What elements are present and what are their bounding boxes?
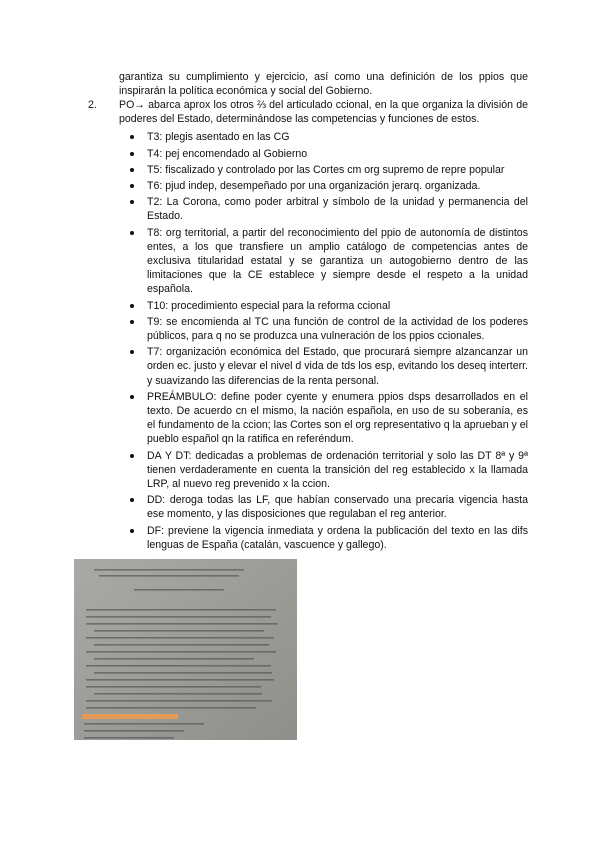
printed-line xyxy=(86,616,271,618)
bullet-text: T10: procedimiento especial para la reforma ccional xyxy=(147,299,391,312)
bullet-text: DF: previene la vigencia inmediata y ordena la publicación del texto en las difs lenguas de España (catalán, vascuence y gallego). xyxy=(147,524,528,551)
printed-line xyxy=(86,665,271,667)
bullet-text: T8: org territorial, a partir del reconocimiento del ppio de autonomía de distintos entes, a los que transfiere un amplio catálogo de competencias antes de exclusiva titularidad estatal y se garantiza un autogobierno dentro de las limitaciones que la CE establece y siempre desde el respeto a la unidad española. xyxy=(147,226,528,296)
bullet-text: T5: fiscalizado y controlado por las Cortes cm org supremo de repre popular xyxy=(147,163,505,176)
bullet-dot-icon xyxy=(130,320,134,324)
paper-background xyxy=(74,559,297,740)
printed-line xyxy=(86,609,276,611)
bullet-item xyxy=(119,299,528,313)
bullet-item xyxy=(119,524,528,552)
printed-line xyxy=(94,693,262,695)
printed-line xyxy=(134,589,224,591)
book-page-photo xyxy=(74,559,297,740)
bullet-dot-icon xyxy=(130,168,134,172)
printed-line xyxy=(94,630,264,632)
printed-line xyxy=(86,707,256,709)
bullet-item xyxy=(119,493,528,521)
bullet-text: DD: deroga todas las LF, que habían conservado una precaria vigencia hasta ese momento, y las disposiciones que regulaban el reg anterior. xyxy=(147,494,528,521)
bullet-dot-icon xyxy=(130,135,134,139)
bullet-text: T4: pej encomendado al Gobierno xyxy=(147,147,308,160)
printed-line xyxy=(86,686,261,688)
bullet-item xyxy=(119,147,528,161)
bullet-item xyxy=(119,345,528,388)
highlighter-mark xyxy=(82,714,178,719)
bullet-dot-icon xyxy=(130,304,134,308)
bullet-dot-icon xyxy=(130,184,134,188)
bullet-item xyxy=(119,390,528,447)
printed-line xyxy=(86,700,272,702)
photo-of-book-index xyxy=(74,559,297,740)
printed-line xyxy=(94,644,269,646)
list-item-text: PO→ abarca aprox los otros ⅔ del articulado ccional, en la que organiza la división de poderes del Estado, determinándose las competencias y funciones de estos. xyxy=(119,99,528,126)
printed-line xyxy=(84,737,174,739)
printed-line xyxy=(86,679,274,681)
printed-line xyxy=(94,658,254,660)
printed-line xyxy=(86,637,274,639)
bullet-item xyxy=(119,179,528,193)
printed-line xyxy=(94,569,244,571)
bullet-dot-icon xyxy=(130,529,134,533)
bullet-item xyxy=(119,315,528,343)
bullet-item xyxy=(119,226,528,297)
bullet-dot-icon xyxy=(130,231,134,235)
printed-line xyxy=(99,575,239,577)
bullet-dot-icon xyxy=(130,350,134,354)
bullet-text: T2: La Corona, como poder arbitral y símbolo de la unidad y permanencia del Estado. xyxy=(147,196,528,223)
bullet-text: PREÁMBULO: define poder cyente y enumera ppios dsps desarrollados en el texto. De acuerdo cn el mismo, la nación española, en uso de su soberanía, es el fundamento de la ccion; las Cortes son el org representativo q la aprueban y el pueblo español qn la ratifica en referéndum. xyxy=(147,390,529,446)
bullet-text: DA Y DT: dedicadas a problemas de ordenación territorial y solo las DT 8ª y 9ª tienen verdaderamente en cuenta la transición del reg establecido x la llamada LRP, al nuevo reg prevenido x la ccion. xyxy=(147,449,528,491)
printed-line xyxy=(94,672,272,674)
bullet-text: T7: organización económica del Estado, que procurará siempre alzancanzar un orden ec. justo y elevar el nivel d vida de tds los esp, evitando los deseq interterr. y suavizando las diferencias de la renta personal. xyxy=(147,346,529,387)
printed-line xyxy=(84,723,204,725)
printed-line xyxy=(84,730,184,732)
bullet-dot-icon xyxy=(130,200,134,204)
bullet-text: T3: plegis asentado en las CG xyxy=(147,131,290,144)
bullet-item xyxy=(119,195,528,223)
printed-line xyxy=(86,651,276,653)
list-number: 2. xyxy=(88,99,97,111)
bullet-dot-icon xyxy=(130,152,134,156)
continuation-paragraph: garantiza su cumplimiento y ejercicio, así como una definición de los ppios que inspirarán la política económica y social del Gobierno. xyxy=(119,71,528,98)
bullet-dot-icon xyxy=(130,498,134,502)
bullet-dot-icon xyxy=(130,454,134,458)
printed-line xyxy=(86,623,278,625)
bullet-text: T6: pjud indep, desempeñado por una organización jerarq. organizada. xyxy=(147,180,481,193)
bullet-item xyxy=(119,130,528,144)
list-item-2 xyxy=(88,98,528,554)
bullet-item xyxy=(119,163,528,177)
bullet-text: T9: se encomienda al TC una función de control de la actividad de los poderes públicos, para q no se produzca una vulneración de los ppios ccionales. xyxy=(147,315,528,343)
bullet-item xyxy=(119,449,528,492)
bullet-list xyxy=(88,130,528,552)
bullet-dot-icon xyxy=(130,395,134,399)
